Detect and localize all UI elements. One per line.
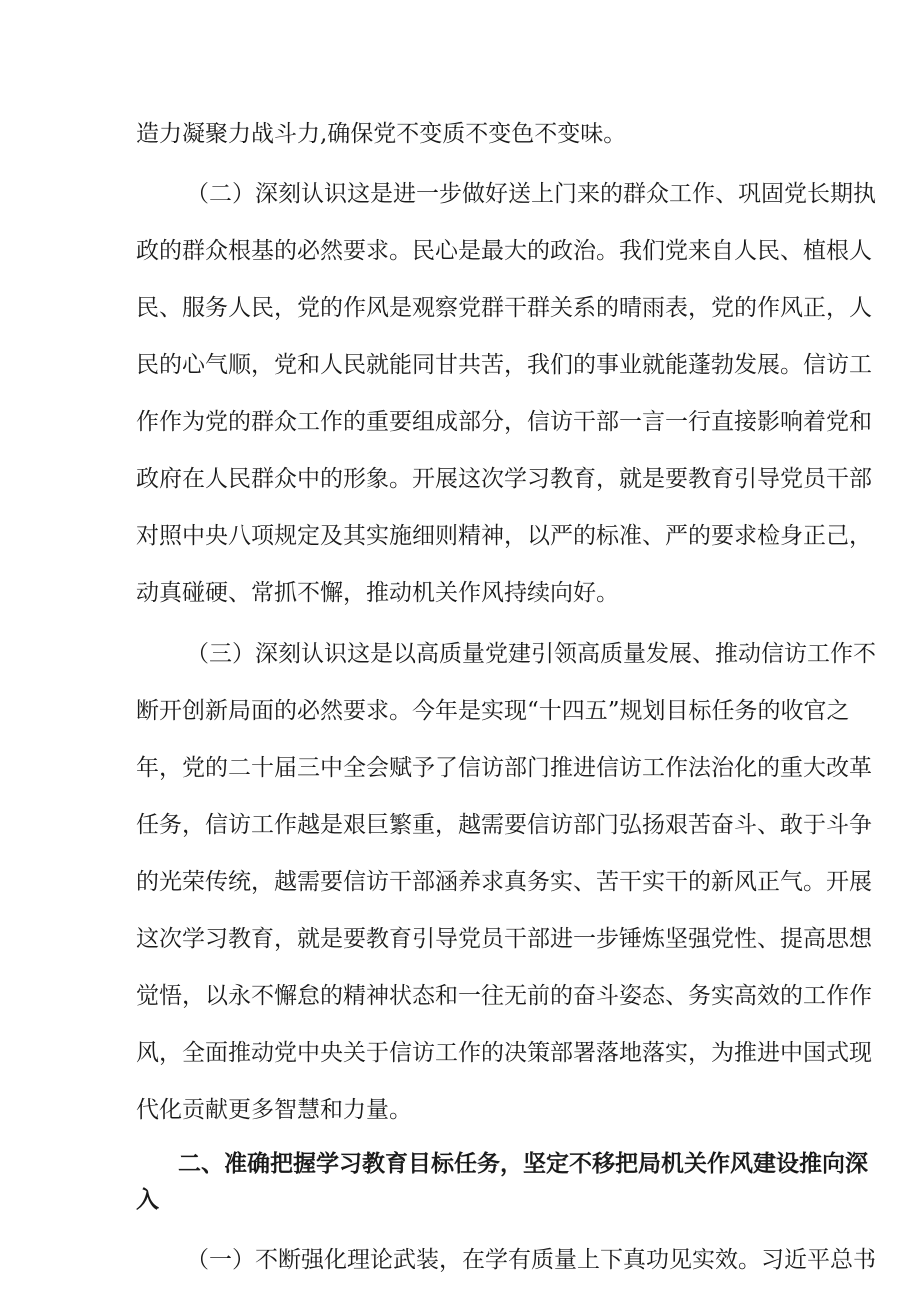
paragraph-line: 作作为党的群众工作的重要组成部分，信访干部一言一行直接影响着党和 [136, 409, 872, 435]
paragraph-line: 政的群众根基的必然要求。民心是最大的政治。我们党来自人民、植根人 [136, 238, 872, 264]
paragraph-line: 这次学习教育，就是要教育引导党员干部进一步锤炼坚强党性、提高思想 [136, 926, 872, 952]
paragraph-line: （一）不断强化理论武装，在学有质量上下真功见实效。习近平总书 [186, 1247, 876, 1273]
paragraph-line: 风，全面推动党中央关于信访工作的决策部署落地落实，为推进中国式现 [136, 1040, 872, 1066]
paragraph-line: 对照中央八项规定及其实施细则精神，以严的标准、严的要求检身正己， [136, 523, 872, 549]
paragraph-line: 动真碰硬、常抓不懈，推动机关作风持续向好。 [136, 580, 619, 606]
paragraph-line: （三）深刻认识这是以高质量党建引领高质量发展、推动信访工作不 [186, 641, 876, 667]
paragraph-line: 断开创新局面的必然要求。今年是实现“十四五”规划目标任务的收官之 [136, 698, 850, 724]
paragraph-line: 政府在人民群众中的形象。开展这次学习教育，就是要教育引导党员干部 [136, 466, 872, 492]
paragraph-line: 民、服务人民，党的作风是观察党群干群关系的晴雨表，党的作风正，人 [136, 295, 872, 321]
paragraph-line: 的光荣传统，越需要信访干部涵养求真务实、苦干实干的新风正气。开展 [136, 869, 872, 895]
paragraph-line: 觉悟，以永不懈怠的精神状态和一往无前的奋斗姿态、务实高效的工作作 [136, 983, 872, 1009]
paragraph-line: 造力凝聚力战斗力,确保党不变质不变色不变味。 [136, 121, 627, 147]
paragraph-line: 代化贡献更多智慧和力量。 [136, 1097, 412, 1123]
paragraph-line: 民的心气顺，党和人民就能同甘共苦，我们的事业就能蓬勃发展。信访工 [136, 352, 872, 378]
paragraph-line: （二）深刻认识这是进一步做好送上门来的群众工作、巩固党长期执 [186, 181, 876, 207]
paragraph-line: 年，党的二十届三中全会赋予了信访部门推进信访工作法治化的重大改革 [136, 755, 872, 781]
paragraph-line: 任务，信访工作越是艰巨繁重，越需要信访部门弘扬艰苦奋斗、敢于斗争 [136, 812, 872, 838]
section-heading-line: 入 [136, 1187, 159, 1213]
section-heading-line: 二、准确把握学习教育目标任务，坚定不移把局机关作风建设推向深 [178, 1151, 868, 1177]
